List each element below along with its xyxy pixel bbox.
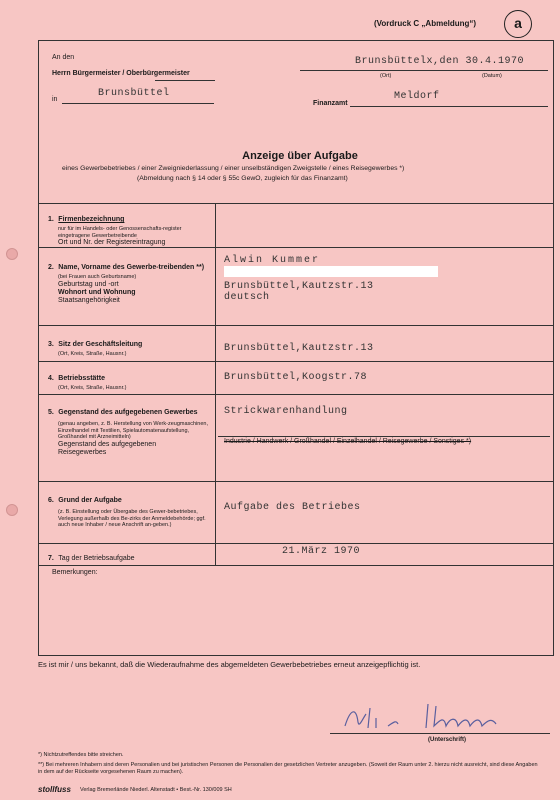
row-label: Firmenbezeichnung	[58, 216, 125, 223]
row-5	[48, 401, 208, 457]
row-label: Betriebsstätte	[58, 375, 105, 382]
row-number: 2.	[48, 264, 54, 271]
unterschrift-caption: (Unterschrift)	[428, 737, 467, 743]
nationality-value[interactable]: deutsch	[224, 292, 270, 303]
label-column-divider	[215, 203, 216, 565]
form-title: Anzeige über Aufgabe	[242, 150, 358, 162]
row-number: 3.	[48, 341, 54, 348]
row-6	[48, 489, 208, 529]
punch-hole-top	[6, 248, 18, 260]
row-7	[48, 547, 208, 565]
row-extra: Gegenstand des aufgegebenen Reisegewerbes	[58, 440, 157, 456]
row-divider-7	[39, 565, 553, 566]
signature-line	[330, 733, 550, 734]
publisher-logo: stollfuss	[38, 785, 71, 794]
betriebsstaette-value[interactable]: Brunsbüttel,Koogstr.78	[224, 372, 368, 383]
sitz-value[interactable]: Brunsbüttel,Kautzstr.13	[224, 343, 374, 354]
business-type-options: Industrie / Handwerk / Großhandel / Einzelhandel / Reisegewerbe / Sonstiges *)	[224, 438, 472, 445]
row-label: Tag der Betriebsaufgabe	[58, 555, 135, 562]
business-type-line	[218, 436, 550, 437]
bemerkungen-label: Bemerkungen:	[52, 569, 98, 576]
row-number: 1.	[48, 216, 54, 223]
in-label: in	[52, 96, 58, 103]
row-number: 5.	[48, 409, 54, 416]
publisher-text: Verlag Bremerlände Niederl. Altenstadt • Best.-Nr. 130/009 SH	[80, 787, 232, 793]
row-divider-4	[39, 394, 553, 395]
form-badge: a	[504, 10, 532, 38]
row-divider-2	[39, 325, 553, 326]
in-value[interactable]: Brunsbüttel	[98, 88, 170, 99]
in-line	[62, 103, 214, 104]
name-value[interactable]: Alwin Kummer	[224, 255, 321, 266]
row-1	[48, 208, 208, 247]
row-sub: (z. B. Einstellung oder Übergabe des Gewer-bebetriebes, Verlegung außerhalb des Be-zirks der Anmeldebehörde; ggf. auch neue Inhaber / neue Anschrift an-geben.)	[58, 509, 206, 528]
form-subtitle: eines Gewerbebetriebes / einer Zweigniederlassung / einer unselbständigen Zweigstelle / eines Reisegewerbes *)	[62, 165, 405, 172]
row-2	[48, 256, 208, 305]
row-number: 6.	[48, 497, 54, 504]
finanzamt-label: Finanzamt	[313, 100, 348, 107]
row-label: Name, Vorname des Gewerbe-treibenden **)	[58, 264, 205, 271]
datum-caption: (Datum)	[482, 73, 502, 79]
row-divider-1	[39, 247, 553, 248]
herrn-line	[155, 80, 215, 81]
row-3	[48, 333, 208, 358]
row-number: 4.	[48, 375, 54, 382]
herrn-label: Herrn Bürgermeister / Oberbürgermeister	[52, 70, 190, 77]
row-label: Sitz der Geschäftsleitung	[58, 341, 143, 348]
row-divider-5	[39, 481, 553, 482]
form-subtitle-2: (Abmeldung nach § 14 oder § 55c GewO, zugleich für das Finanzamt)	[137, 175, 348, 182]
redaction-box	[224, 266, 438, 277]
row-extra: Staatsangehörigkeit	[58, 296, 120, 304]
row-sub: (genau angeben, z. B. Herstellung von Werk-zeugmaschinen, Einzelhandel mit Textilien, Spielautomatenaufstellung, Großhandel mit Arzneimitteln)	[58, 421, 209, 440]
gegenstand-value[interactable]: Strickwarenhandlung	[224, 406, 348, 417]
footnote-1: *) Nichtzutreffendes bitte streichen.	[38, 752, 124, 758]
place-date-value[interactable]: Brunsbüttelx,den 30.4.1970	[355, 56, 525, 67]
row-sub: (Ort, Kreis, Straße, Hausnr.)	[58, 351, 127, 357]
finanzamt-value[interactable]: Meldorf	[394, 91, 440, 102]
row-label: Grund der Aufgabe	[58, 497, 122, 504]
signature	[340, 700, 520, 734]
row-number: 7.	[48, 555, 54, 562]
row-extra: Wohnort und Wohnung	[58, 288, 136, 296]
row-extra: Ort und Nr. der Registereintragung	[58, 239, 166, 246]
vordruck-label: (Vordruck C „Abmeldung“)	[374, 19, 477, 28]
punch-hole-bottom	[6, 504, 18, 516]
footnote-2: **) Bei mehreren Inhabern sind deren Personalien und bei juristischen Personen die Personalien der gesetzlichen Vertreter anzugeben. (Soweit der Raum unter 2. hierzu nicht ausreicht, sind diese Angaben in dem auf der Rückseite vorgesehenen Raum zu machen).	[38, 762, 538, 775]
row-extra: Geburtstag und -ort	[58, 280, 119, 288]
place-date-line	[300, 70, 548, 71]
an-den-label: An den	[52, 54, 75, 61]
aufgabe-date-value[interactable]: 21.März 1970	[282, 546, 361, 557]
row-4	[48, 367, 208, 392]
row-label: Gegenstand des aufgegebenen Gewerbes	[58, 409, 198, 416]
row-sub: (Ort, Kreis, Straße, Hausnr.)	[58, 385, 127, 391]
notice-text: Es ist mir / uns bekannt, daß die Wiederaufnahme des abgemeldeten Gewerbebetriebes erneut anzeigepflichtig ist.	[38, 660, 421, 669]
row-divider-6	[39, 543, 553, 544]
ort-caption: (Ort)	[380, 73, 392, 79]
row-sub: (bei Frauen auch Geburtsname)	[58, 274, 137, 280]
table-top-line	[39, 203, 553, 204]
address-value[interactable]: Brunsbüttel,Kautzstr.13	[224, 281, 374, 292]
grund-value[interactable]: Aufgabe des Betriebes	[224, 502, 361, 513]
row-sub: nur für im Handels- oder Genossenschafts-register eingetragene Gewerbetreibende	[58, 226, 182, 239]
finanzamt-line	[350, 106, 548, 107]
row-divider-3	[39, 361, 553, 362]
